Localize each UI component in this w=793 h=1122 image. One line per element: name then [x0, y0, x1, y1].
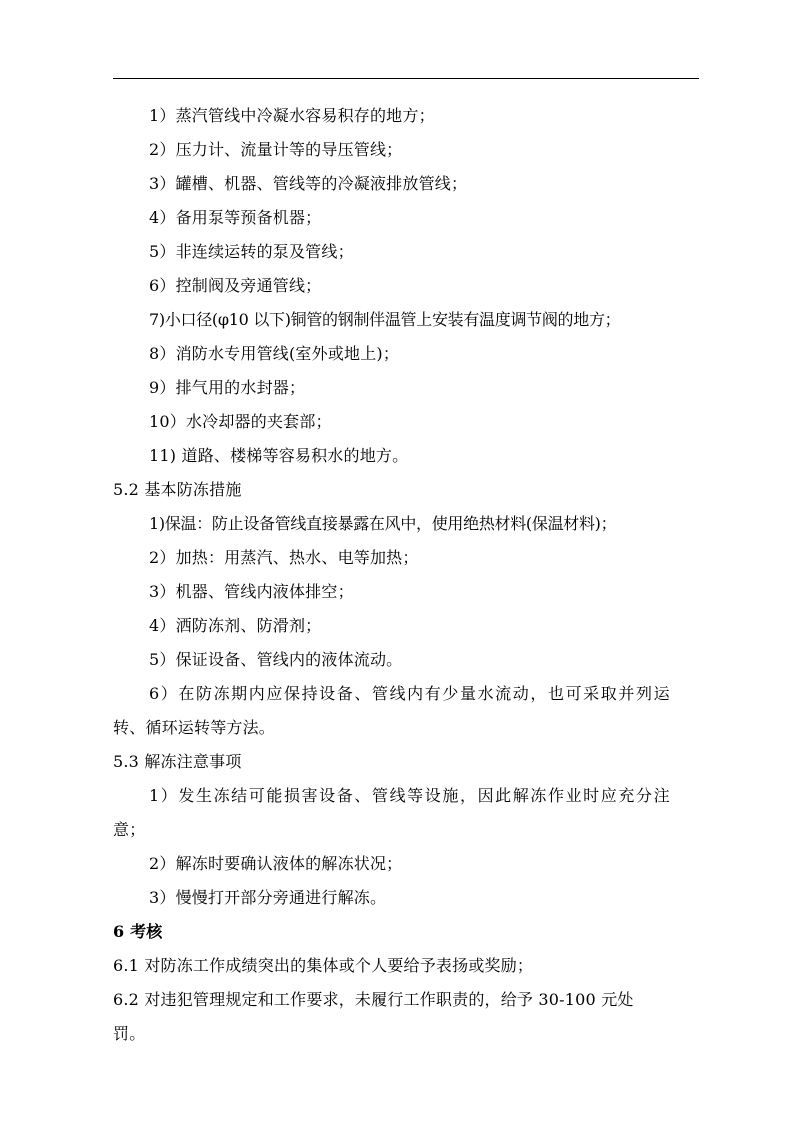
list-item: 7)小口径(φ10 以下)铜管的钢制伴温管上安装有温度调节阀的地方；	[149, 310, 621, 329]
list-item-continuation: 意；	[113, 820, 146, 839]
list-item: 2）解冻时要确认液体的解冻状况；	[149, 854, 403, 873]
header-rule	[113, 78, 699, 79]
list-item: 10）水冷却器的夹套部；	[149, 412, 332, 431]
section-heading: 5.2 基本防冻措施	[113, 480, 242, 499]
list-item: 5）保证设备、管线内的液体流动。	[149, 650, 403, 669]
paragraph: 6.1 对防冻工作成绩突出的集体或个人要给予表扬或奖励；	[113, 956, 534, 975]
list-item: 1)保温：防止设备管线直接暴露在风中，使用绝热材料(保温材料)；	[149, 514, 617, 533]
paragraph: 6.2 对违犯管理规定和工作要求，未履行工作职责的，给予 30-100 元处	[113, 990, 634, 1009]
list-item: 6）控制阀及旁通管线；	[149, 276, 322, 295]
list-item: 8）消防水专用管线(室外或地上)；	[149, 344, 400, 363]
paragraph-continuation: 罚。	[113, 1024, 146, 1043]
document-body	[113, 99, 703, 1051]
list-item: 3）机器、管线内液体排空；	[149, 582, 354, 601]
list-item: 2）压力计、流量计等的导压管线；	[149, 140, 403, 159]
list-item: 3）慢慢打开部分旁通进行解冻。	[149, 888, 387, 907]
list-item: 1）发生冻结可能损害设备、管线等设施，因此解冻作业时应充分注	[149, 786, 672, 805]
list-item: 9）排气用的水封器；	[149, 378, 306, 397]
list-item: 1）蒸汽管线中冷凝水容易积存的地方；	[149, 106, 435, 125]
section-heading: 5.3 解冻注意事项	[113, 752, 242, 771]
list-item: 5）非连续运转的泵及管线；	[149, 242, 354, 261]
chapter-heading: 6 考核	[113, 922, 163, 941]
list-item: 4）洒防冻剂、防滑剂；	[149, 616, 322, 635]
list-item: 6）在防冻期内应保持设备、管线内有少量水流动，也可采取并列运	[149, 684, 672, 703]
list-item: 2）加热：用蒸汽、热水、电等加热；	[149, 548, 419, 567]
list-item: 4）备用泵等预备机器；	[149, 208, 322, 227]
list-item: 11) 道路、楼梯等容易积水的地方。	[149, 446, 409, 465]
list-item: 3）罐槽、机器、管线等的冷凝液排放管线；	[149, 174, 468, 193]
list-item-continuation: 转、循环运转等方法。	[113, 718, 276, 737]
